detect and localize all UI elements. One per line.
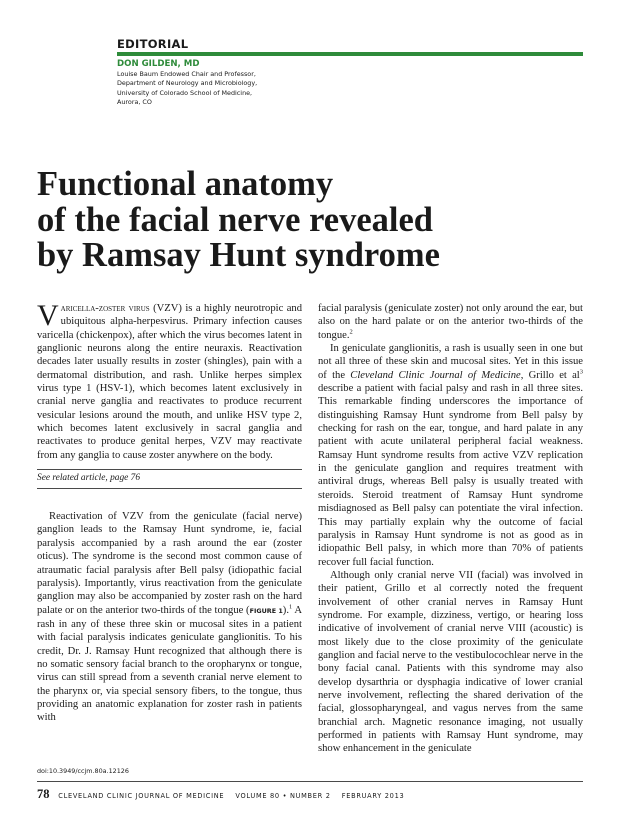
section-rule xyxy=(117,52,583,56)
body-paragraph: facial paralysis (geniculate zoster) not only around the ear, but also on the hard palate or on the anterior two-thirds of the tongue.$^2$ xyxy=(318,303,583,341)
affiliation-line: Aurora, CO xyxy=(117,97,152,106)
body-paragraph xyxy=(37,299,303,462)
article-title xyxy=(37,167,440,274)
author-name: DON GILDEN, MD xyxy=(117,59,200,69)
footer-volume: VOLUME 80 • NUMBER 2 xyxy=(235,792,331,800)
figure-reference[interactable]: FIGURE 1 xyxy=(249,606,283,615)
title-line: by Ramsay Hunt syndrome xyxy=(37,236,440,274)
reference-marker: 1 xyxy=(288,603,293,610)
footer-journal: CLEVELAND CLINIC JOURNAL OF MEDICINE xyxy=(58,792,225,800)
affiliation-line: University of Colorado School of Medicine, xyxy=(117,88,253,97)
related-article-link[interactable]: See related article, page 76 xyxy=(37,469,302,489)
reference-marker: 3 xyxy=(579,368,583,376)
footer-rule xyxy=(37,781,583,782)
body-paragraph: Reactivation of VZV from the geniculate (facial nerve) ganglion leads to the Ramsay Hunt syndrome, ie, facial paralysis accompanied by a rash around the ear (zoster oticus). The syndrome is the second most common cause of atraumatic facial paralysis after Bell palsy (idiopathic facial paralysis). Importantly, virus reactivation from the geniculate ganglion may also be accompanied by zoster rash on the hard palate or on the anterior two-thirds of the tongue (FIGURE 1).$^1$ A rash in any of these three skin or mucosal sites in a patient with facial paralysis indicates geniculate ganglionitis. To his credit, Dr. J. Ramsay Hunt recognized that although there is no somatic sensory facial branch to the oropharynx or tongue, virus can still spread from a seventh cranial nerve element to the pharynx or, via special sensory fibers, to the tongue, thus providing an anatomic explanation for zoster rash in patients with xyxy=(37,511,303,724)
body-paragraph: In geniculate ganglionitis, a rash is usually seen in one but not all three of these skin and mucosal sites. Yet in this issue of the Cleveland Clinic Journal of Medicine, Grillo et $al^3$ describe a patient with facial palsy and rash in all three sites. This remarkable finding underscores the importance of distinguishing Ramsay Hunt syndrome from Bell palsy by checking for rash on the ear, tongue, and hard palate in any patient with acute unilateral peripheral facial weakness. Ramsay Hunt syndrome results from active VZV replication in the geniculate ganglion and requires treatment with antiviral drugs, whereas Bell palsy is usually treated with steroids. Steroid treatment of Ramsay Hunt syndrome misdiagnosed as Bell palsy can potentiate the viral infection. This may partially explain why the outcome of facial paralysis in Ramsay Hunt syndrome is not as good as in idiopathic Bell palsy, in which more than 70% of patients recover full facial function. xyxy=(318,343,583,568)
right-column xyxy=(318,302,583,756)
footer-date: FEBRUARY 2013 xyxy=(341,792,405,800)
paragraph-text: (VZV) is a highly neurotropic and ubiquitous alpha-herpesvirus. Primary infection causes varicella (chickenpox), after which the virus becomes latent in ganglionic neurons along the entire neuraxis. Reactivation decades later usually results in zoster (shingles), pain with a dermatomal distribution, and rash. Unlike herpes simplex virus type 1 (HSV-1), which becomes latent exclusively in cranial nerve ganglia and reactivates to produce recurrent vesicular lesions around the mouth, and unlike HSV type 2, which becomes latent exclusively in sacral ganglia and reactivates to produce genital herpes, VZV may reactivate from any ganglia to cause zoster anywhere on the body. xyxy=(37,303,303,461)
section-label: EDITORIAL xyxy=(117,37,189,51)
title-line: Functional anatomy xyxy=(37,165,334,203)
reference-marker: 2 xyxy=(349,328,353,336)
drop-cap: V xyxy=(37,299,59,332)
left-column xyxy=(37,299,303,725)
doi-line: doi:10.3949/ccjm.80a.12126 xyxy=(37,767,129,775)
opening-smallcaps: aricella-zoster virus xyxy=(60,303,150,314)
affiliation-line: Louise Baum Endowed Chair and Professor, xyxy=(117,70,256,78)
author-affiliation xyxy=(117,70,257,107)
page-footer xyxy=(37,787,404,802)
affiliation-line: Department of Neurology and Microbiology, xyxy=(117,79,258,88)
journal-name: Cleveland Clinic Journal of Medicine xyxy=(350,369,521,381)
page-number: 78 xyxy=(37,787,50,801)
title-line: of the facial nerve revealed xyxy=(37,200,433,239)
body-paragraph: Although only cranial nerve VII (facial) was involved in their patient, Grillo et al correctly noted the frequent involvement of other cranial nerves in Ramsay Hunt syndrome. For example, dizziness, vertigo, or hearing loss indicative of involvement of cranial nerve VIII (acoustic) is most likely due to the close proximity of the geniculate ganglion and facial nerve to the vestibulocochlear nerve in the bony facial canal. Patients with this syndrome may also develop dysarthria or dysphagia indicative of lower cranial nerve involvement, reflecting the shared derivation of the facial, glossopharyngeal, and vagus nerves from the same branchial arch. Magnetic resonance imaging, not usually performed in patients with Ramsay Hunt syndrome, may show enhancement in the geniculate xyxy=(318,569,583,755)
